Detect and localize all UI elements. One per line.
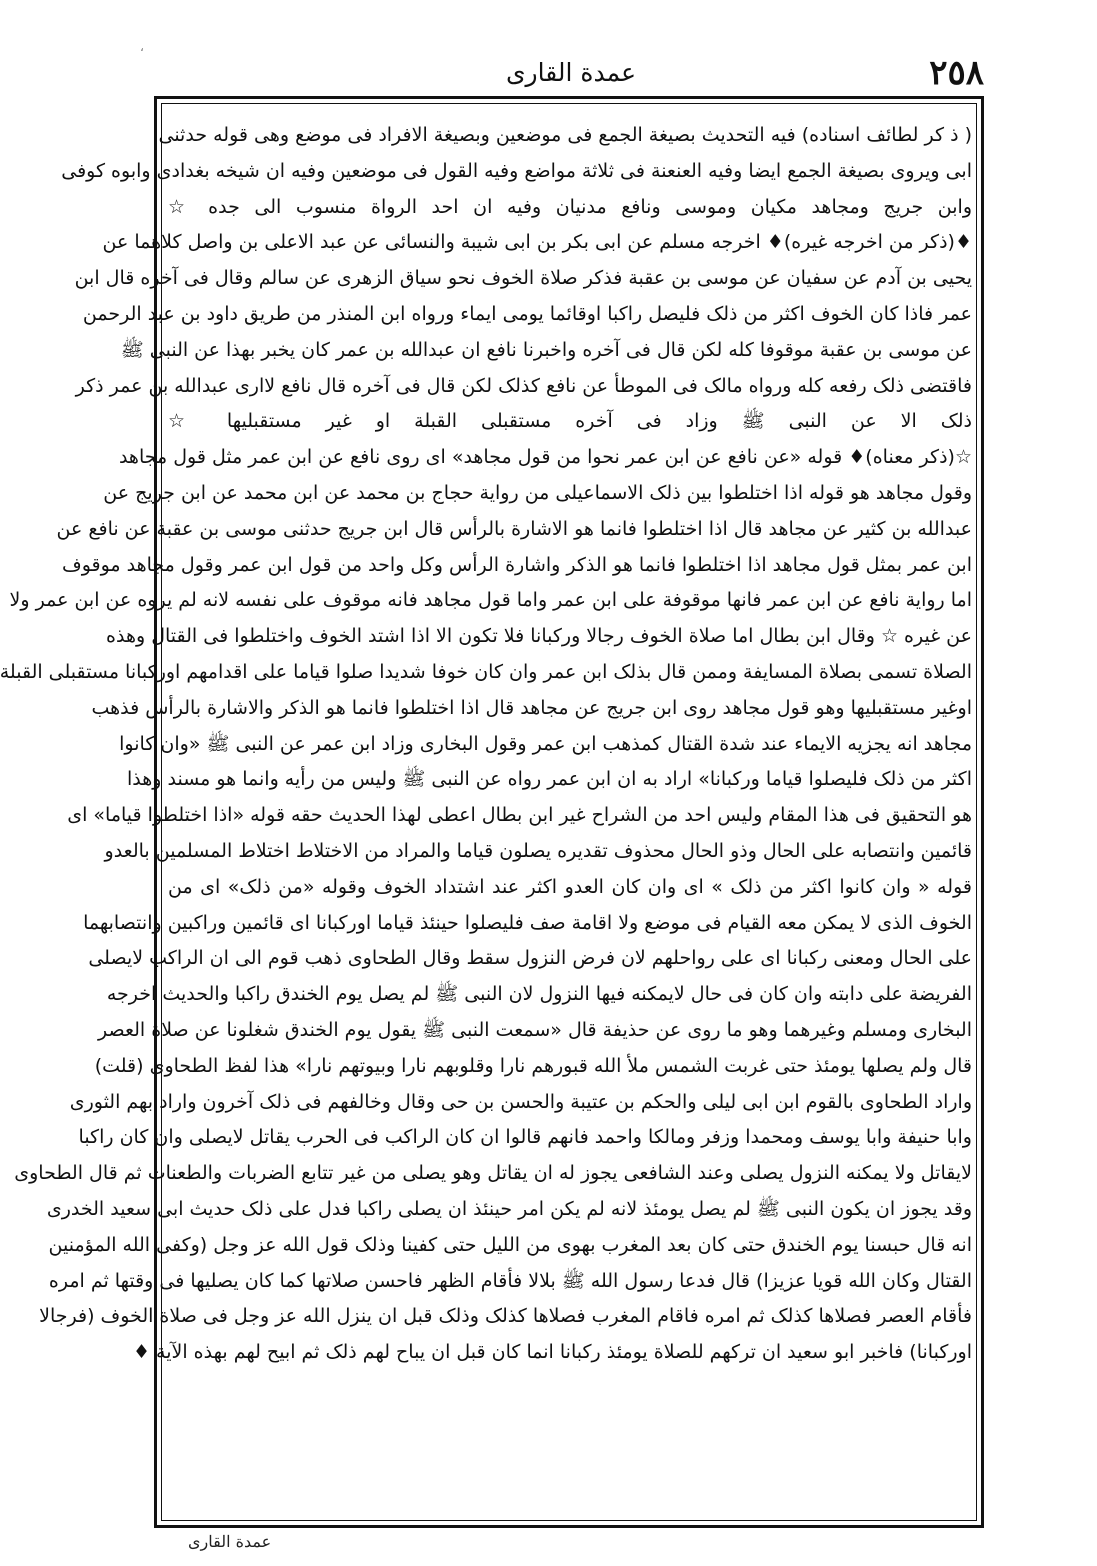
text-line: وقد یجوز ان یکون النبی ﷺ لم یصل یومئذ لانه لم یکن امر حینئذ ان یصلی راکبا فدل علی ذلک حدیث ابی سعید الخدری (46, 1197, 972, 1220)
text-line: ابی ویروی بصیغة الجمع ایضا وفیه العنعنة فی ثلاثة مواضع وفیه القول فی موضعین وفیه ان شیخه بغدادی وابوه کوفی (61, 159, 972, 182)
text-line: اما روایة نافع عن ابن عمر فانها موقوفة علی ابن عمر واما قول مجاهد فانه موقوف علی نفسه لانه لم یروه عن ابن عمر ولا (9, 589, 972, 612)
text-line: ☆(ذکر معناه)♦ قوله «عن نافع عن ابن عمر نحوا من قول مجاهد» ای روی نافع عن ابن عمر مثل قول مجاهد (118, 446, 972, 469)
text-line: مجاهد انه یجزیه الایماء عند شدة القتال کمذهب ابن عمر وقول البخاری وزاد ابن عمر عن النبی ﷺ «وان کانوا (119, 732, 972, 755)
text-line: وقول مجاهد هو قوله اذا اختلطوا بین ذلک الاسماعیلی من روایة حجاج بن محمد عن ابن محمد عن ابن جریج عن (103, 481, 972, 504)
text-line: اکثر من ذلک فلیصلوا قیاما ورکبانا» اراد به ان ابن عمر رواه عن النبی ﷺ ولیس من رأیه وانما هو مسند وهذا (127, 768, 972, 791)
text-line: القتال وکان الله قویا عزیزا) قال فدعا رسول الله ﷺ بلالا فأقام الظهر فاحسن صلاتها کما کان یصلیها فی وقتها ثم امره (48, 1269, 972, 1292)
text-line: اورکبانا) فاخبر ابو سعید ان ترکهم للصلاة یومئذ رکبانا انما کان قبل ان یباح لهم ذلک ثم ابیح لهم بهذه الآیة ♦ (132, 1341, 972, 1364)
text-line: اوغیر مستقبلیها وهو قول مجاهد روی ابن جریج عن مجاهد قال اذا اختلطوا فانما هو الذکر والاشارة بالرأس فذهب (91, 696, 972, 719)
footer-catchword: عمدة القاری (188, 1532, 272, 1551)
text-line: عن موسی بن عقبة موقوفا کله لکن قال فی آخره واخبرنا نافع ان عبدالله بن عمر کان یخبر بهذا عن النبی ﷺ (120, 338, 972, 361)
text-line: عبدالله بن کثیر عن مجاهد قال اذا اختلطوا فانما هو الاشارة بالرأس قال ابن جریج حدثنی موسی بن عقبة عن نافع عن (56, 517, 972, 540)
text-line: قال ولم یصلها یومئذ حتی غربت الشمس ملأ الله قبورهم نارا وقلوبهم نارا وبیوتهم نارا» هذا لفظ الطحاوی (قلت) (94, 1054, 972, 1077)
text-line: علی الحال ومعنی رکبانا ای علی رواحلهم لان فرض النزول سقط وقال الطحاوی ذهب قوم الی ان الراکب لایصلی (88, 947, 972, 970)
text-line: الخوف الذی لا یمکن معه القیام فی موضع ولا اقامة صف فلیصلوا حینئذ قیاما اورکبانا ای قائمین وراکبین وانتصابهما (83, 911, 972, 934)
text-line: لایقاتل ولا یمکنه النزول یصلی وعند الشافعی یجوز له ان یقاتل وهو یصلی من غیر تتابع الضربات والطعنات ثم قال الطحاوی (14, 1162, 972, 1185)
text-line: انه قال حبسنا یوم الخندق حتی کان بعد المغرب بهوی من اللیل حتی کفینا وذلک قول الله عز وجل (وکفی الله المؤمنین (48, 1233, 972, 1256)
text-line: قوله « وان کانوا اکثر من ذلک » ای وان کان العدو اکثر عند اشتداد الخوف وقوله «من ذلک» ای من (168, 875, 972, 898)
text-line: وابن جریج ومجاهد مکیان وموسی ونافع مدنیان وفیه ان احد الرواة منسوب الی جده ☆ (168, 195, 972, 218)
text-line: عن غیره ☆ وقال ابن بطال اما صلاة الخوف رجالا ورکبانا فلا تکون الا اذا اشتد الخوف واختلطوا فی القتال وهذه (106, 625, 972, 648)
page-number: ٢٥٨ (929, 53, 984, 93)
text-line: فاقتضی ذلک رفعه کله ورواه مالک فی الموطأ عن نافع کذلک لکن قال فی آخره قال نافع لااری عبدالله بن عمر ذکر (75, 374, 972, 397)
text-line: الفریضة علی دابته وان کان فی حال لایمکنه فیها النزول لان النبی ﷺ لم یصل یوم الخندق راکبا والحدیث اخرجه (106, 983, 972, 1006)
text-line: ♦(ذکر من اخرجه غیره)♦ اخرجه مسلم عن ابی بکر بن ابی شیبة والنسائی عن عبد الاعلی بن واصل کلاهما عن (102, 231, 972, 254)
body-text (0, 118, 972, 1512)
text-line: وابا حنیفة وابا یوسف ومحمدا وزفر ومالکا واحمد فانهم قالوا ان کان الراکب فی الحرب یقاتل لایصلی وان کان راکبا (78, 1126, 972, 1149)
text-line: یحیی بن آدم عن سفیان عن موسی بن عقبة فذکر صلاة الخوف نحو سیاق الزهری عن سالم وقال فی آخره قال ابن (74, 267, 972, 290)
text-line: ( ذ کر لطائف اسناده) فیه التحدیث بصیغة الجمع فی موضعین وبصیغة الافراد فی موضع وهی قوله حدثنی (158, 124, 972, 146)
text-line: ذلک الا عن النبی ﷺ وزاد فی آخره مستقبلی القبلة او غیر مستقبلیها ☆ (168, 410, 972, 433)
text-line: ابن عمر بمثل قول مجاهد اذا اختلطوا فانما هو الذکر واشارة الرأس وکل واحد من قول ابن عمر وقول مجاهد موقوف (62, 553, 972, 576)
page-header (158, 52, 984, 94)
text-line: عمر فاذا کان الخوف اکثر من ذلک فلیصل راکبا اوقائما یومی ایماء ورواه ابن المنذر من طریق داود بن عبد الرحمن (82, 302, 972, 325)
text-line: الصلاة تسمی بصلاة المسایفة وممن قال بذلک ابن عمر وان کان خوفا شدیدا صلوا قیاما علی اقدامهم اورکبانا مستقبلی القبلة (0, 660, 972, 683)
text-line: هو التحقیق فی هذا المقام ولیس احد من الشراح غیر ابن بطال اعطی لهذا الحدیث حقه قوله «اذا اختلطوا قیاما» ای (67, 804, 972, 827)
text-line: واراد الطحاوی بالقوم ابن ابی لیلی والحکم بن عتیبة والحسن بن حی وقال وخالفهم فی ذلک آخرون واراد بهم الثوری (69, 1090, 972, 1113)
text-line: البخاری ومسلم وغیرهما وهو ما روی عن حذیفة قال «سمعت النبی ﷺ یقول یوم الخندق شغلونا عن صلاة العصر (98, 1018, 972, 1041)
running-title: عمدة القاری (505, 58, 636, 87)
text-line: قائمین وانتصابه علی الحال وذو الحال محذوف تقدیره یصلون قیاما والمراد من الاختلاط اختلاط المسلمین بالعدو (104, 839, 972, 862)
text-line: فأقام العصر فصلاها کذلک ثم امره فاقام المغرب فصلاها کذلک وذلک قبل ان ینزل الله عز وجل فی صلاة الخوف (فرجالا (39, 1305, 972, 1328)
corner-mark: ، (140, 40, 144, 54)
